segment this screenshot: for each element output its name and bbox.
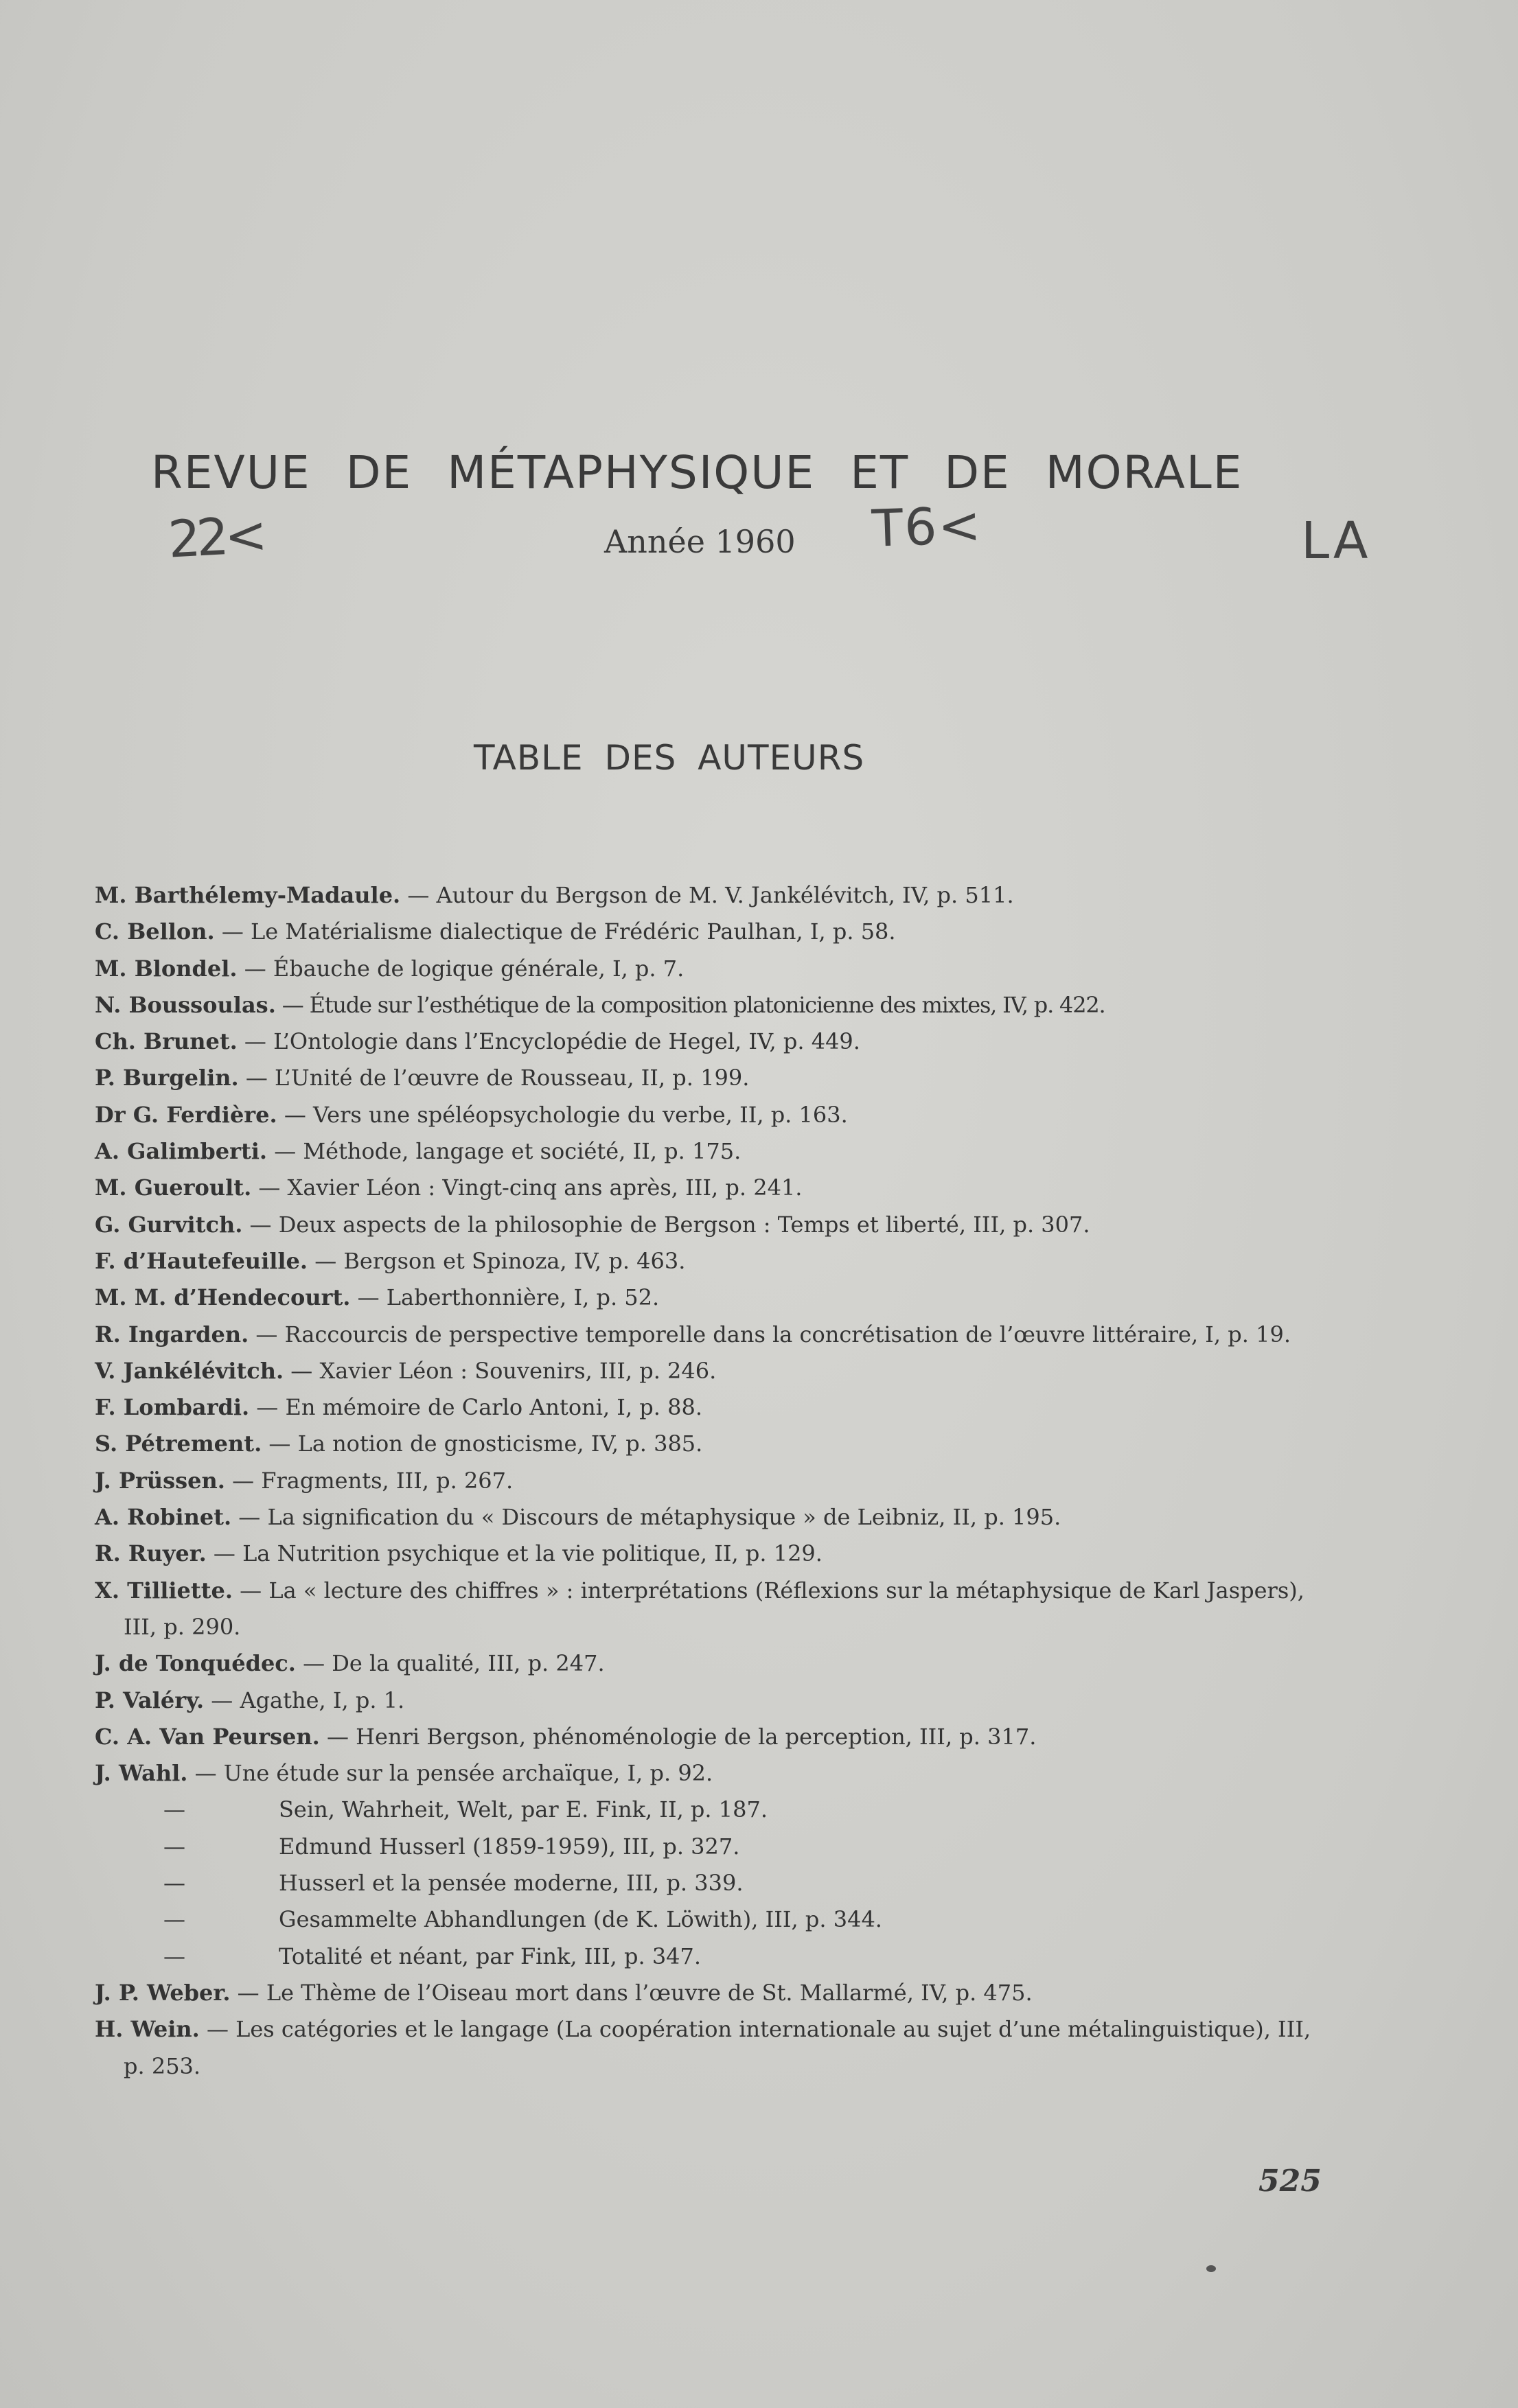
- entry-author: M. Barthélemy-Madaule.: [95, 882, 401, 908]
- entry-text: — Henri Bergson, phénoménologie de la perception, III, p. 317.: [319, 1723, 1037, 1750]
- entry-text: — En mémoire de Carlo Antoni, I, p. 88.: [249, 1394, 702, 1421]
- entry-text: — L’Unité de l’œuvre de Rousseau, II, p. 199.: [238, 1065, 750, 1091]
- entry-text: — Méthode, langage et société, II, p. 175.: [267, 1138, 741, 1165]
- index-entry: [95, 1023, 1331, 1060]
- subwork-text: Totalité et néant, par Fink, III, p. 347.: [279, 1943, 702, 1969]
- entry-author: H. Wein.: [95, 2016, 200, 2043]
- subwork-line: [95, 1792, 1331, 1828]
- index-entry: [95, 1426, 1331, 1462]
- entry-author: P. Burgelin.: [95, 1065, 239, 1091]
- journal-title: REVUE DE MÉTAPHYSIQUE ET DE MORALE: [151, 446, 1243, 499]
- handwritten-note-left: 22<: [166, 505, 265, 570]
- entry-author: J. P. Weber.: [95, 1979, 231, 2006]
- handwritten-note-right: LA: [1301, 511, 1371, 570]
- entry-text: — Vers une spéléopsychologie du verbe, II, p. 163.: [277, 1101, 848, 1128]
- entry-author: J. Wahl.: [95, 1760, 188, 1787]
- entry-author: C. A. Van Peursen.: [95, 1723, 320, 1750]
- entry-author: M. Blondel.: [95, 955, 238, 982]
- entry-text: — Les catégories et le langage (La coopération internationale au sujet d’une métalinguistique), III, p. 253.: [124, 2016, 1311, 2079]
- index-entry: [95, 1317, 1331, 1353]
- entry-text: — Étude sur l’esthétique de la composition platonicienne des mixtes, IV, p. 422.: [275, 991, 1105, 1018]
- entry-text: — Autour du Bergson de M. V. Jankélévitch, IV, p. 511.: [400, 882, 1014, 908]
- index-entry: [95, 1389, 1331, 1426]
- index-entry: [95, 1719, 1331, 1755]
- entry-text: — Laberthonnière, I, p. 52.: [350, 1284, 660, 1311]
- ink-speck: [1206, 2265, 1216, 2272]
- entry-text: — Raccourcis de perspective temporelle dans la concrétisation de l’œuvre littéraire, I, p. 19.: [249, 1321, 1291, 1347]
- entry-author: A. Galimberti.: [95, 1138, 268, 1165]
- author-index: [95, 877, 1331, 2085]
- entry-author: J. Prüssen.: [95, 1467, 225, 1494]
- subwork-line: [95, 1938, 1331, 1975]
- entry-author: M. Gueroult.: [95, 1174, 252, 1201]
- subwork-text: Husserl et la pensée moderne, III, p. 339.: [279, 1870, 744, 1897]
- index-entry: [95, 987, 1331, 1023]
- subwork-line: [95, 1829, 1331, 1865]
- index-entry: [95, 1463, 1331, 1499]
- index-entry: [95, 1097, 1331, 1133]
- subwork-line: [95, 1865, 1331, 1901]
- page-number: 525: [1258, 2164, 1322, 2199]
- index-entry: [95, 1207, 1331, 1243]
- ditto-dash: —: [163, 1833, 185, 1860]
- entry-author: C. Bellon.: [95, 918, 215, 945]
- ditto-dash: —: [163, 1870, 185, 1897]
- entry-author: F. Lombardi.: [95, 1394, 250, 1421]
- index-entry: [95, 1243, 1331, 1280]
- entry-text: — Le Thème de l’Oiseau mort dans l’œuvre de St. Mallarmé, IV, p. 475.: [230, 1979, 1033, 2006]
- index-entry: [95, 1060, 1331, 1096]
- entry-author: N. Boussoulas.: [95, 991, 276, 1018]
- entry-text: — Une étude sur la pensée archaïque, I, p. 92.: [187, 1760, 713, 1787]
- subwork-text: Sein, Wahrheit, Welt, par E. Fink, II, p. 187.: [279, 1796, 768, 1823]
- entry-author: R. Ingarden.: [95, 1321, 249, 1347]
- entry-author: R. Ruyer.: [95, 1540, 207, 1567]
- index-entry: [95, 1975, 1331, 2011]
- entry-text: — Le Matérialisme dialectique de Frédéric Paulhan, I, p. 58.: [214, 918, 896, 945]
- index-entry: [95, 1170, 1331, 1206]
- entry-author: X. Tilliette.: [95, 1577, 233, 1604]
- entry-author: S. Pétrement.: [95, 1431, 262, 1457]
- entry-author: A. Robinet.: [95, 1504, 232, 1531]
- index-entry: [95, 1573, 1331, 1646]
- index-entry: [95, 2011, 1331, 2085]
- entry-text: — Fragments, III, p. 267.: [225, 1467, 514, 1494]
- ditto-dash: —: [163, 1943, 185, 1969]
- section-title: TABLE DES AUTEURS: [474, 738, 865, 778]
- entry-author: J. de Tonquédec.: [95, 1650, 296, 1677]
- entry-author: P. Valéry.: [95, 1687, 205, 1713]
- entry-text: — La notion de gnosticisme, IV, p. 385.: [262, 1431, 703, 1457]
- entry-text: — De la qualité, III, p. 247.: [295, 1650, 605, 1677]
- handwritten-note-center: T6<: [871, 496, 983, 559]
- ditto-dash: —: [163, 1796, 185, 1823]
- entry-text: — Xavier Léon : Vingt-cinq ans après, III, p. 241.: [251, 1174, 803, 1201]
- entry-author: M. M. d’Hendecourt.: [95, 1284, 351, 1311]
- subwork-text: Gesammelte Abhandlungen (de K. Löwith), III, p. 344.: [279, 1906, 882, 1933]
- entry-text: — Bergson et Spinoza, IV, p. 463.: [308, 1247, 686, 1274]
- ditto-dash: —: [163, 1906, 185, 1933]
- index-entry: [95, 1536, 1331, 1572]
- index-entry: [95, 1133, 1331, 1170]
- entry-author: Dr G. Ferdière.: [95, 1101, 277, 1128]
- entry-author: F. d’Hautefeuille.: [95, 1247, 308, 1274]
- subwork-line: [95, 1901, 1331, 1938]
- entry-text: — L’Ontologie dans l’Encyclopédie de Hegel, IV, p. 449.: [237, 1028, 860, 1055]
- index-entry: [95, 1353, 1331, 1389]
- entry-text: — Deux aspects de la philosophie de Bergson : Temps et liberté, III, p. 307.: [242, 1211, 1090, 1238]
- index-entry: [95, 1682, 1331, 1719]
- subwork-text: Edmund Husserl (1859-1959), III, p. 327.: [279, 1833, 740, 1860]
- index-entry: [95, 1645, 1331, 1682]
- index-entry: [95, 1280, 1331, 1316]
- entry-author: V. Jankélévitch.: [95, 1357, 284, 1384]
- entry-text: — La « lecture des chiffres » : interprétations (Réflexions sur la métaphysique de Karl Jaspers), III, p. 290.: [124, 1577, 1304, 1640]
- entry-text: — La Nutrition psychique et la vie politique, II, p. 129.: [206, 1540, 823, 1567]
- entry-author: Ch. Brunet.: [95, 1028, 238, 1055]
- year-label: Année 1960: [604, 523, 796, 560]
- index-entry: [95, 877, 1331, 914]
- entry-text: — Agathe, I, p. 1.: [204, 1687, 405, 1713]
- index-entry: [95, 951, 1331, 987]
- entry-text: — Xavier Léon : Souvenirs, III, p. 246.: [284, 1357, 717, 1384]
- entry-author: G. Gurvitch.: [95, 1211, 243, 1238]
- entry-text: — La signification du « Discours de métaphysique » de Leibniz, II, p. 195.: [231, 1504, 1061, 1531]
- index-entry: [95, 914, 1331, 950]
- index-entry: [95, 1755, 1331, 1792]
- entry-text: — Ébauche de logique générale, I, p. 7.: [237, 955, 685, 982]
- index-entry: [95, 1499, 1331, 1536]
